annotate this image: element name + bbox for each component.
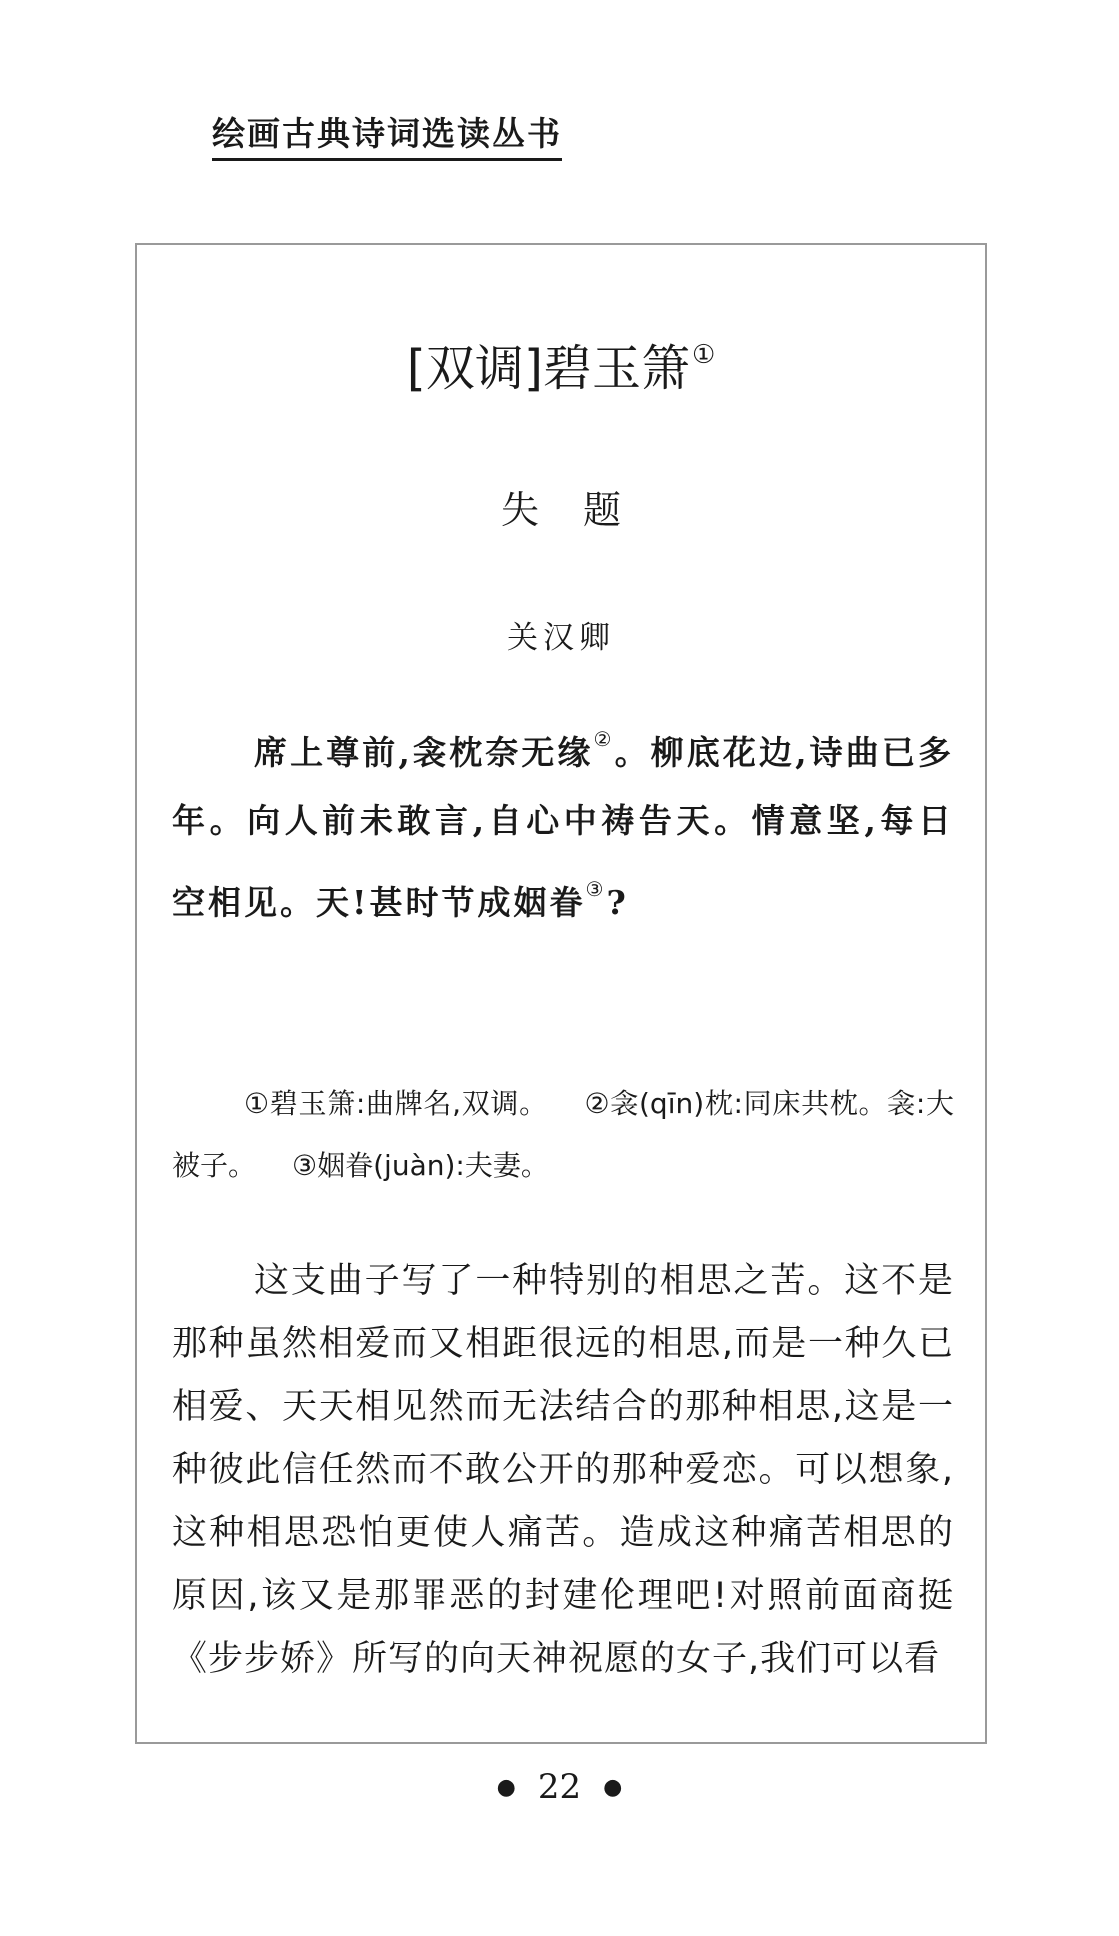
poem-title xyxy=(137,325,985,399)
poem-subtitle: 失题 xyxy=(500,488,665,532)
lyric-part-2: 。柳底花边,诗曲已多年。向人前未敢言,自心中祷告天。情意坚,每日空相见。天!甚时节成姻眷 xyxy=(172,733,954,922)
footnote-3: ③姻眷(juàn):夫妻。 xyxy=(292,1149,549,1182)
lyric-part-3: ? xyxy=(606,883,629,922)
footnotes xyxy=(172,1073,954,1197)
title-footnote-mark: ① xyxy=(691,340,716,370)
commentary-paragraph: 这支曲子写了一种特别的相思之苦。这不是那种虽然相爱而又相距很远的相思,而是一种久已相爱、天天相见然而无法结合的那种相思,这是一种彼此信任然而不敢公开的那种爱恋。可以想象,这种相思恐怕更使人痛苦。造成这种痛苦相思的原因,该又是那罪恶的封建伦理吧!对照前面商挺《步步娇》所写的向天神祝愿的女子,我们可以看 xyxy=(172,1261,954,1679)
series-title: 绘画古典诗词选读丛书 xyxy=(212,112,562,161)
page-number-dot-right: ● xyxy=(603,1775,623,1800)
lyric-footnote-mark-2: ② xyxy=(593,727,615,751)
lyric-part-1: 席上尊前,衾枕奈无缘 xyxy=(254,733,594,772)
page-number-dot-left: ● xyxy=(496,1775,516,1800)
footnote-2: ②衾(qīn)枕:同床共枕。衾:大被子。 xyxy=(172,1087,954,1182)
content-frame xyxy=(135,243,987,1744)
page-number xyxy=(0,1765,1119,1810)
poem-title-text: [双调]碧玉箫 xyxy=(406,340,690,397)
poem-author: 关汉卿 xyxy=(507,620,615,656)
lyric-footnote-mark-3: ③ xyxy=(585,877,607,901)
poem-lyric xyxy=(172,705,954,937)
footnote-1: ①碧玉箫:曲牌名,双调。 xyxy=(244,1087,548,1120)
page-number-value: 22 xyxy=(537,1767,582,1807)
